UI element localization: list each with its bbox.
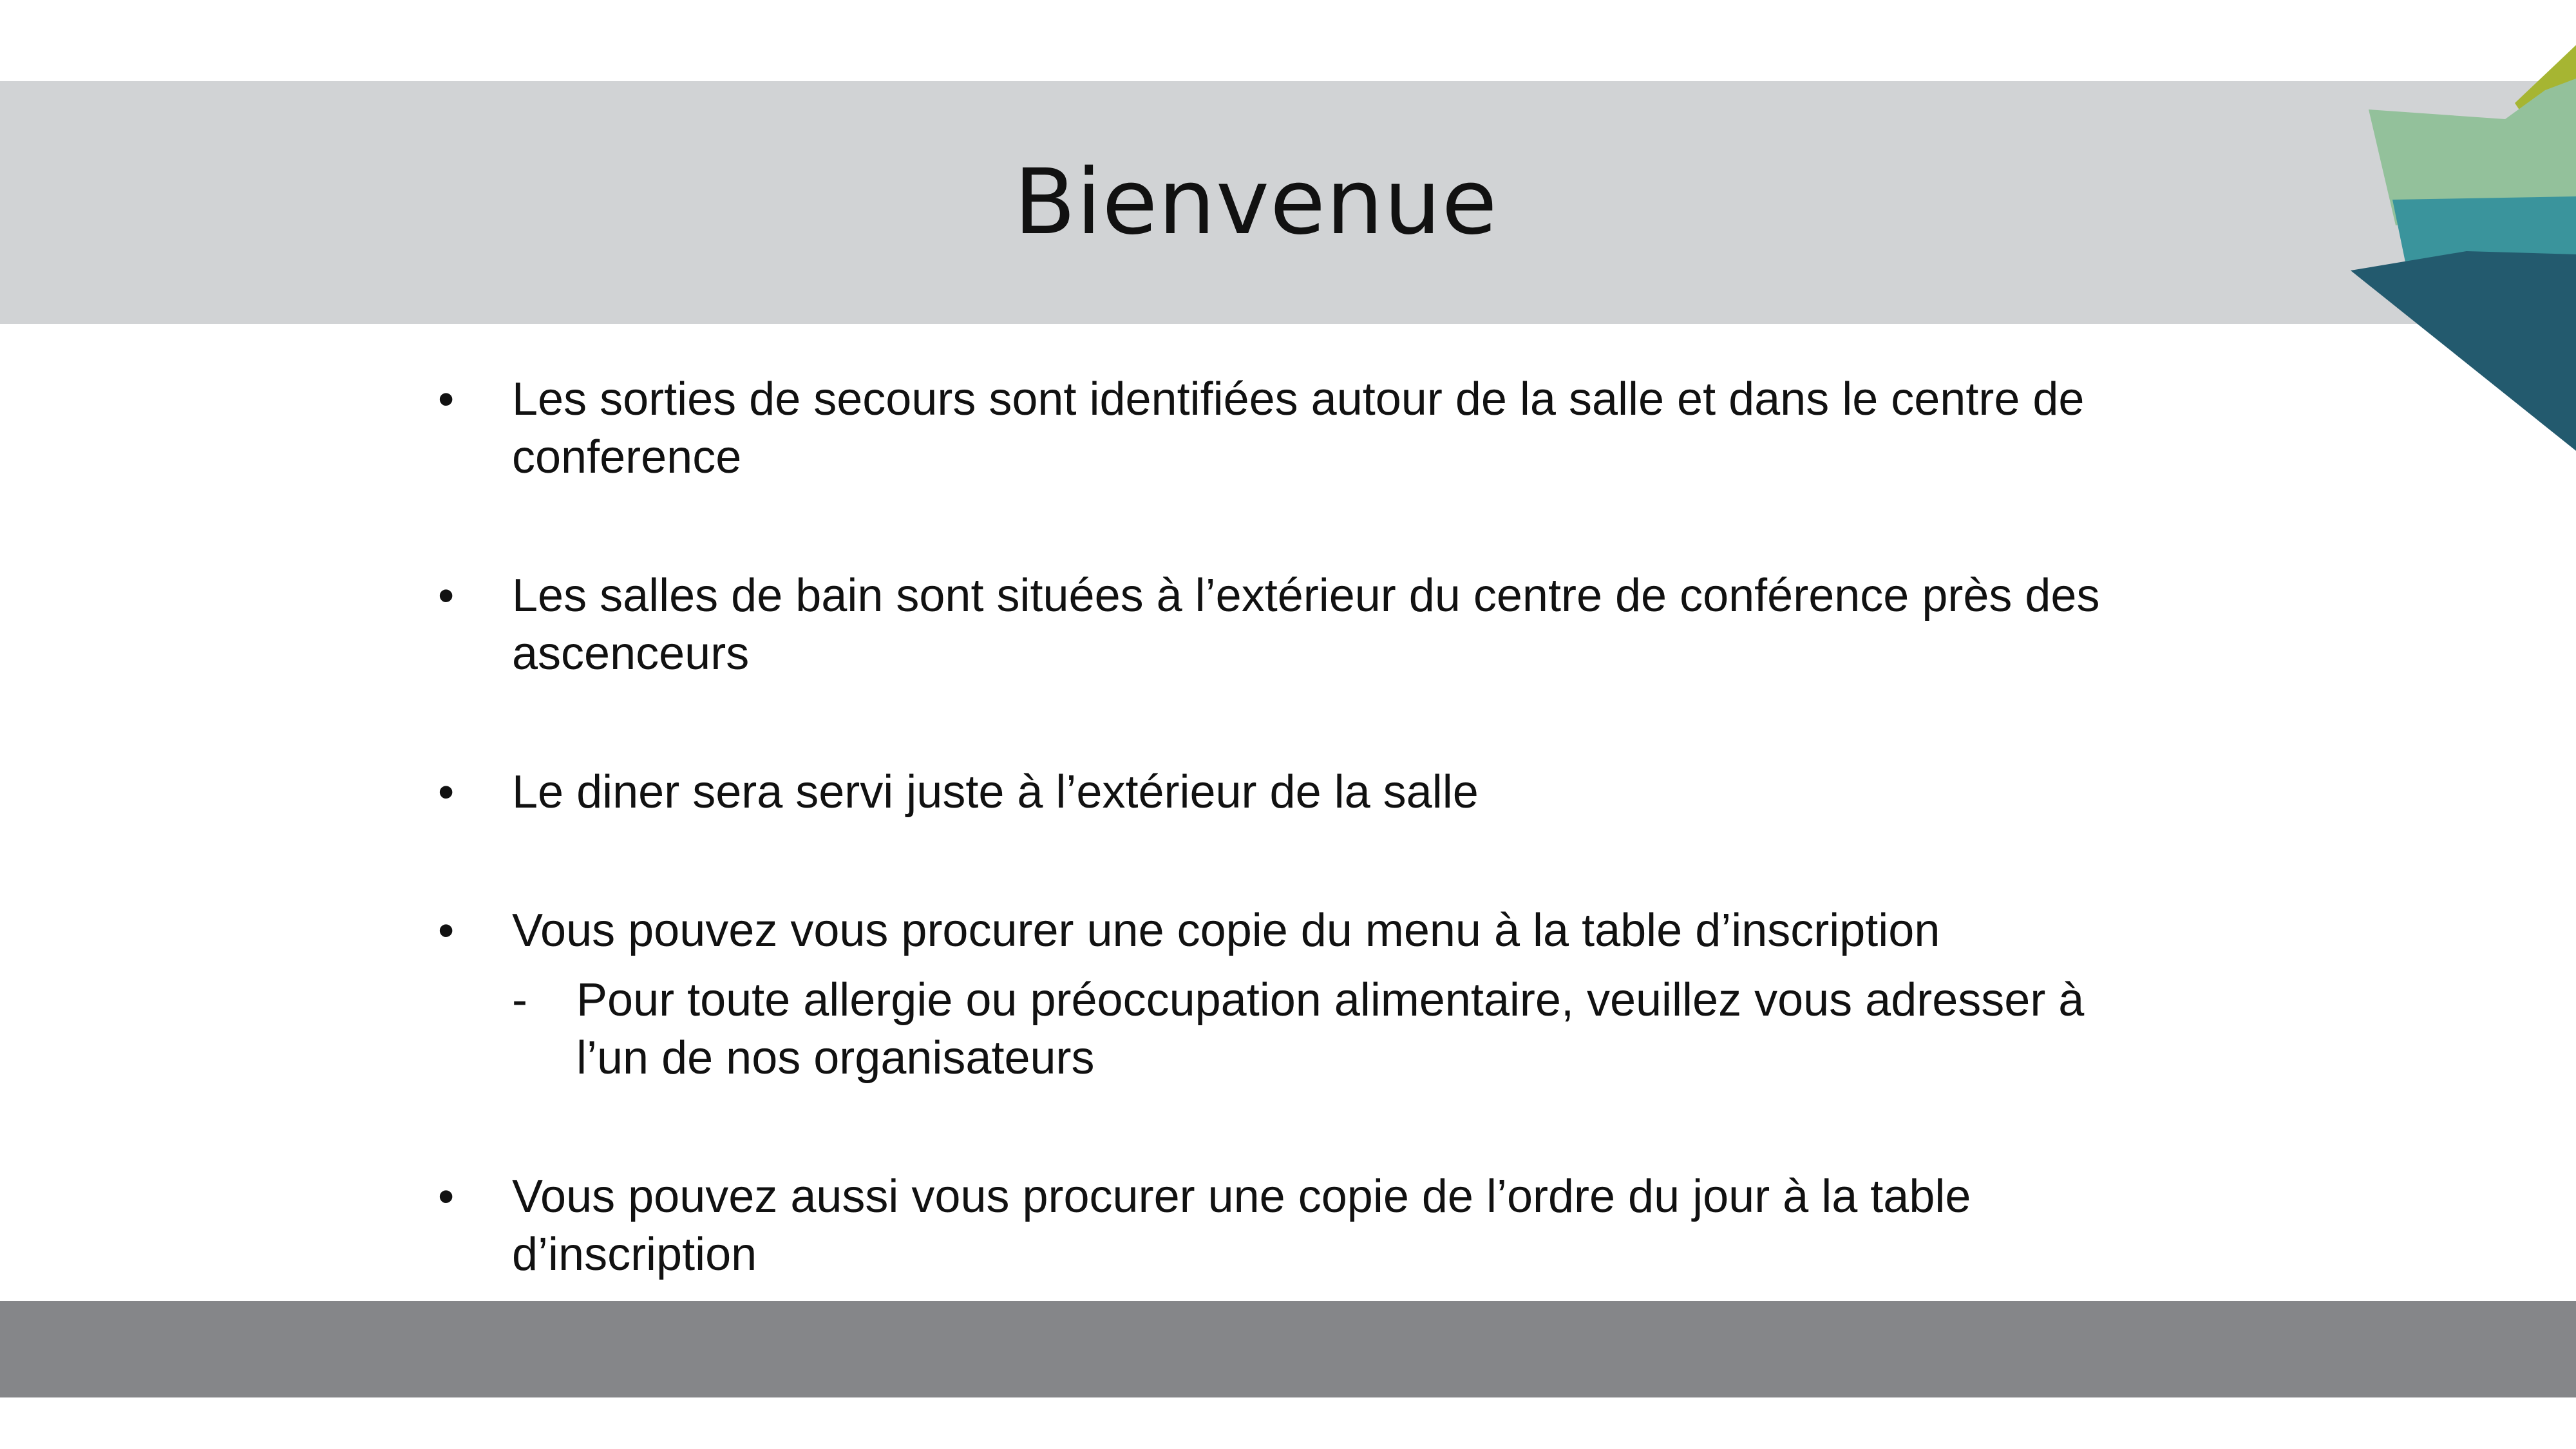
sub-bullet-marker: -	[512, 974, 527, 1026]
bullet-marker: •	[438, 374, 455, 425]
bullet-text: Les salles de bain sont situées à l’extérieur du centre de conférence près des ascenceurs	[512, 570, 2100, 679]
bullet-marker: •	[438, 570, 455, 621]
sub-bullet-text: Pour toute allergie ou préoccupation alimentaire, veuillez vous adresser à l’un de nos organisateurs	[576, 974, 2085, 1084]
bullet-text: Vous pouvez vous procurer une copie du menu à la table d’inscription	[512, 905, 1940, 956]
bullet-text: Vous pouvez aussi vous procurer une copie de l’ordre du jour à la table d’inscription	[512, 1171, 1971, 1280]
bullet-marker: •	[438, 1171, 455, 1222]
list-item	[425, 1168, 2138, 1283]
list-item	[425, 763, 2138, 821]
list-item	[425, 902, 2138, 960]
list-item	[425, 370, 2138, 486]
bullet-marker: •	[438, 905, 455, 956]
bullet-list	[425, 370, 2138, 1283]
footer-band	[0, 1301, 2576, 1397]
decorative-corner-graphic	[2331, 32, 2576, 457]
bullet-marker: •	[438, 766, 455, 818]
bullet-text: Le diner sera servi juste à l’extérieur de la salle	[512, 766, 1479, 818]
sub-list-item	[425, 971, 2138, 1087]
slide-title: Bienvenue	[1014, 150, 1498, 255]
corner-navy-shard	[2351, 251, 2576, 451]
bullet-text: Les sorties de secours sont identifiées autour de la salle et dans le centre de conference	[512, 374, 2085, 483]
list-item	[425, 567, 2138, 683]
